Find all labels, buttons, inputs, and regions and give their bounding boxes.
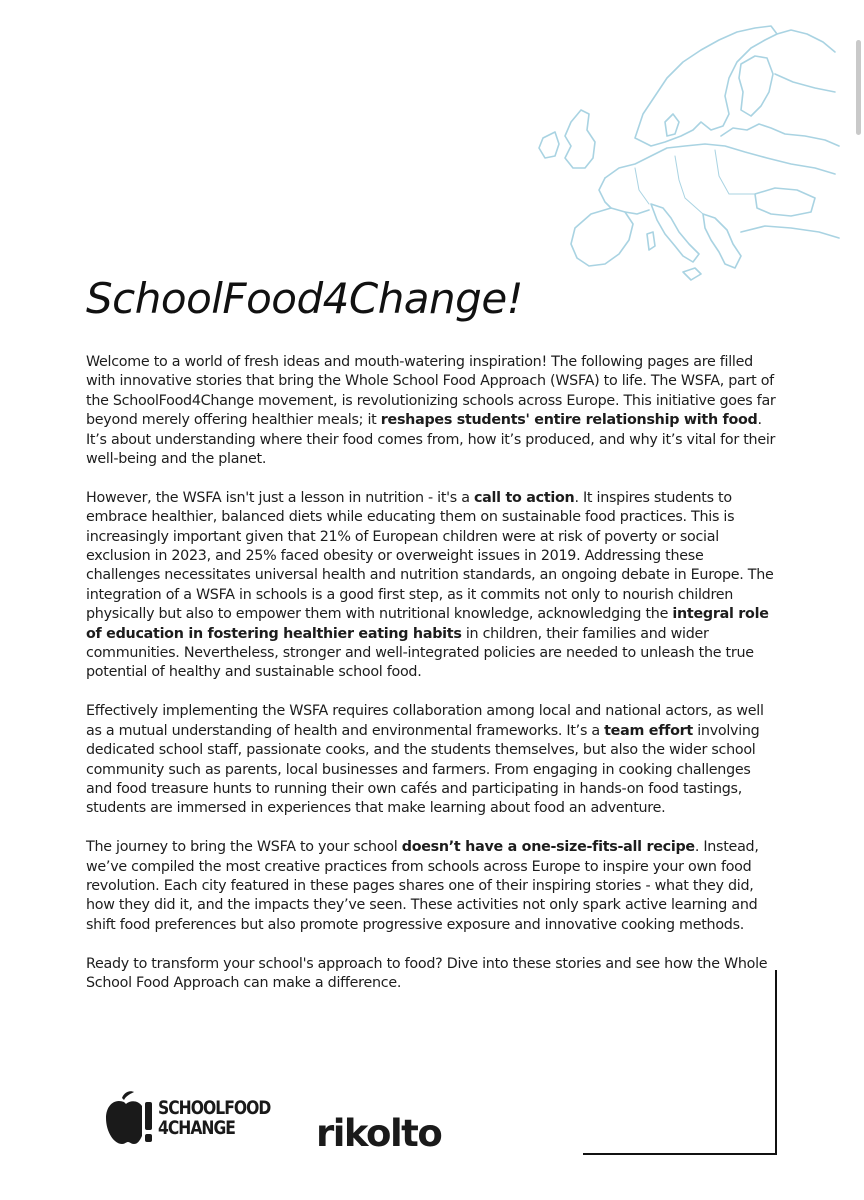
frame-horizontal-line (583, 1153, 777, 1155)
text-run: in children, their families and wider communities. Nevertheless, stronger and well-integrated policies are needed to unleash the true potential of healthy and sustainable school food. (86, 625, 754, 681)
bold-phrase: team effort (604, 722, 693, 739)
body-paragraph (86, 489, 780, 683)
logo-line-2: 4CHANGE (158, 1117, 235, 1139)
body-paragraph (86, 838, 780, 935)
apple-exclamation-icon (104, 1088, 154, 1148)
scrollbar[interactable] (856, 40, 861, 135)
body-paragraph (86, 353, 780, 469)
text-run: Welcome to a world of fresh ideas and mouth-watering inspiration! The following pages are filled with innovative stories that bring the Whole School Food Approach (WSFA) to life. The WSFA, part of the SchoolFood4Change movement, is revolutionizing schools across Europe. This initiative goes far beyond merely offering healthier meals; it (86, 354, 776, 429)
schoolfood4change-logo (104, 1088, 295, 1148)
bold-phrase: doesn’t have a one-size-fits-all recipe (401, 839, 695, 856)
text-run: Effectively implementing the WSFA requires collaboration among local and national actors, as well as a mutual understanding of health and environmental frameworks. It’s a (86, 703, 764, 739)
text-run: . It inspires students to embrace healthier, balanced diets while educating them on sustainable food practices. This is increasingly important given that 21% of European children were at risk of poverty or social exclusion in 2023, and 25% faced obesity or overweight issues in 2019. Addressing these challenges necessitates universal health and nutrition standards, an ongoing debate in Europe. The integration of a WSFA in schools is a good first step, as it commits not only to nourish children physically but also to empower them with nutritional knowledge, acknowledging the (86, 489, 774, 623)
body-paragraph (86, 702, 780, 818)
rikolto-logo: rikolto (316, 1112, 442, 1155)
bold-phrase: reshapes students' entire relationship with food (380, 412, 758, 429)
body-text (86, 353, 780, 1013)
text-run: However, the WSFA isn't just a lesson in nutrition - it's a (86, 489, 474, 506)
logo-line-1: SCHOOLFOOD (158, 1097, 271, 1119)
text-run: The journey to bring the WSFA to your school (86, 839, 402, 856)
text-run: . Instead, we’ve compiled the most creative practices from schools across Europe to inspire your own food revolution. Each city featured in these pages shares one of their inspiring stories - what they did, how they did it, and the impacts they’ve seen. These activities not only spark active learning and shift food preferences but also promote progressive exposure and innovative cooking methods. (86, 839, 759, 933)
text-run: involving dedicated school staff, passionate cooks, and the students themselves, but also the wider school community such as parents, local businesses and farmers. From engaging in cooking challenges and food treasure hunts to running their own cafés and participating in hands-on food tastings, students are immersed in experiences that make learning about food an adventure. (86, 722, 760, 817)
body-paragraph (86, 955, 780, 994)
bold-phrase: integral role of education in fostering healthier eating habits (86, 606, 769, 642)
schoolfood4change-wordmark (158, 1098, 270, 1138)
page-title: SchoolFood4Change! (86, 274, 524, 323)
text-run: . It’s about understanding where their food comes from, how it’s produced, and why it’s vital for their well-being and the planet. (86, 412, 776, 468)
bold-phrase: call to action (473, 489, 575, 506)
frame-vertical-line (775, 970, 777, 1155)
text-run: Ready to transform your school's approach to food? Dive into these stories and see how the Whole School Food Approach can make a difference. (86, 955, 768, 991)
europe-map-outline (515, 18, 845, 348)
